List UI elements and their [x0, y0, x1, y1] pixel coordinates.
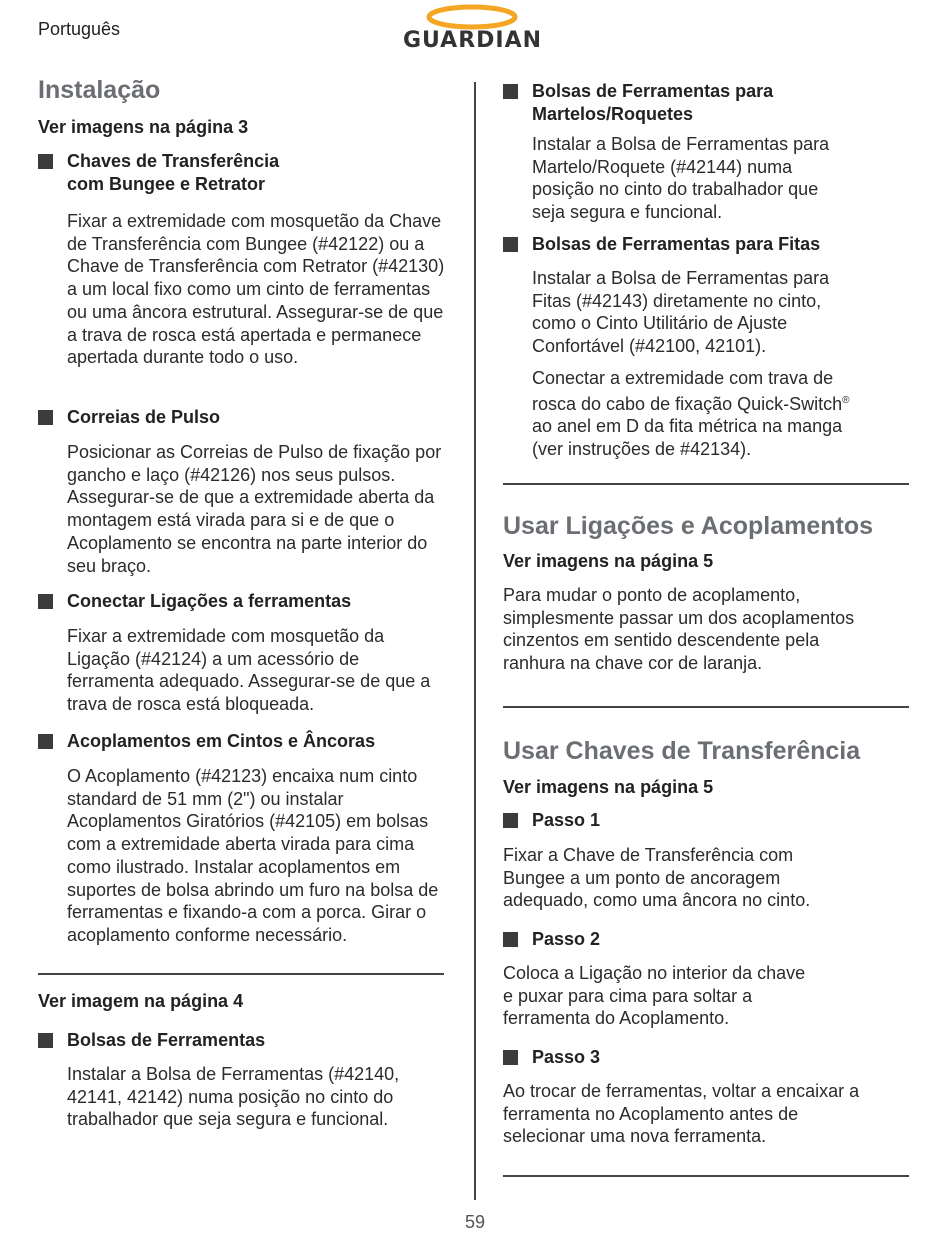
section-divider: [503, 1175, 909, 1177]
page-number: 59: [464, 1212, 486, 1232]
bullet-square-icon: [38, 1033, 53, 1048]
bullet-square-icon: [38, 734, 53, 749]
item-heading-connect-links: Conectar Ligações a ferramentas: [67, 591, 352, 611]
step-3-label: Passo 3: [532, 1047, 601, 1067]
item-heading-tape-bags: Bolsas de Ferramentas para Fitas: [532, 234, 821, 254]
section-divider: [503, 483, 909, 485]
step-2-label: Passo 2: [532, 929, 601, 949]
item-heading-tool-bags: Bolsas de Ferramentas: [67, 1030, 266, 1050]
section-divider: [503, 706, 909, 708]
bullet-square-icon: [38, 410, 53, 425]
item-heading-wrist-straps: Correias de Pulso: [67, 407, 221, 427]
bullet-square-icon: [38, 154, 53, 169]
item-heading-hammer-bags: Bolsas de Ferramentas para Martelos/Roquetes: [532, 81, 774, 124]
language-label: Português: [38, 19, 121, 39]
installation-title: Instalação: [38, 76, 161, 104]
step-1-text: Fixar a Chave de Transferência com Bungee a um ponto de ancoragem adequado, como uma âncora no cinto.: [503, 845, 811, 911]
bullet-square-icon: [503, 84, 518, 99]
step-1-label: Passo 1: [532, 810, 601, 830]
paragraph-tape-bags: Instalar a Bolsa de Ferramentas para Fitas (#42143) diretamente no cinto, como o Cinto Utilitário de Ajuste Confortável (#42100, 42101).: [532, 268, 830, 357]
paragraph-quick-switch: Conectar a extremidade com trava de rosca do cabo de fixação Quick-Switch® ao anel em D da fita métrica na manga (ver instruções de #42134).: [532, 368, 850, 460]
paragraph-links: Para mudar o ponto de acoplamento, simplesmente passar um dos acoplamentos cinzentos em sentido descendente pela ranhura na chave cor de laranja.: [503, 585, 855, 674]
bullet-square-icon: [503, 1050, 518, 1065]
paragraph-connect-links: Fixar a extremidade com mosquetão da Ligação (#42124) a um acessório de ferramenta adequado. Assegurar-se de que a trava de rosca está bloqueada.: [67, 626, 431, 715]
step-3-text: Ao trocar de ferramentas, voltar a encaixar a ferramenta no Acoplamento antes de selecionar uma nova ferramenta.: [503, 1081, 860, 1147]
bullet-square-icon: [503, 237, 518, 252]
paragraph-couplings: O Acoplamento (#42123) encaixa num cinto standard de 51 mm (2") ou instalar Acoplamentos Giratórios (#42105) em bolsas com a extremidade aberta virada para cima como ilustrado. Instalar acoplamentos em suportes de bolsa abrindo um furo na bolsa de ferramentas e fixando-a com a porca. Girar o acoplamento conforme necessário.: [67, 766, 439, 945]
see-images-page-5-switches: Ver imagens na página 5: [503, 777, 714, 797]
paragraph-wrist-straps: Posicionar as Correias de Pulso de fixação por gancho e laço (#42126) nos seus pulsos. Assegurar-se de que a extremidade aberta da montagem está virada para si e de que o Acoplamento se encontra na parte interior do seu braço.: [67, 442, 442, 576]
step-2-text: Coloca a Ligação no interior da chave e puxar para cima para soltar a ferramenta do Acoplamento.: [503, 963, 806, 1029]
paragraph-hammer-bags: Instalar a Bolsa de Ferramentas para Martelo/Roquete (#42144) numa posição no cinto do trabalhador que seja segura e funcional.: [532, 134, 830, 223]
bullet-square-icon: [38, 594, 53, 609]
item-heading-couplings: Acoplamentos em Cintos e Âncoras: [67, 731, 376, 751]
brand-name: GUARDIAN: [402, 28, 543, 53]
paragraph-transfer-switches: Fixar a extremidade com mosquetão da Chave de Transferência com Bungee (#42122) ou a Chave de Transferência com Retrator (#42130) a um local fixo como um cinto de ferramentas ou uma âncora estrutural. Assegurar-se de que a trava de rosca está apertada e permanece apertada durante todo o uso.: [67, 211, 445, 368]
column-divider: [474, 82, 476, 1200]
guardian-logo: [385, 2, 560, 54]
item-heading-transfer-switches: Chaves de Transferência com Bungee e Retrator: [67, 151, 280, 194]
switches-title: Usar Chaves de Transferência: [503, 737, 861, 765]
section-divider: [38, 973, 444, 975]
bullet-square-icon: [503, 932, 518, 947]
see-images-page-3: Ver imagens na página 3: [38, 117, 249, 137]
see-images-page-5-links: Ver imagens na página 5: [503, 551, 714, 571]
links-title: Usar Ligações e Acoplamentos: [503, 512, 874, 540]
bullet-square-icon: [503, 813, 518, 828]
see-image-page-4: Ver imagem na página 4: [38, 991, 244, 1011]
paragraph-tool-bags: Instalar a Bolsa de Ferramentas (#42140, 42141, 42142) numa posição no cinto do trabalhador que seja segura e funcional.: [67, 1064, 400, 1130]
